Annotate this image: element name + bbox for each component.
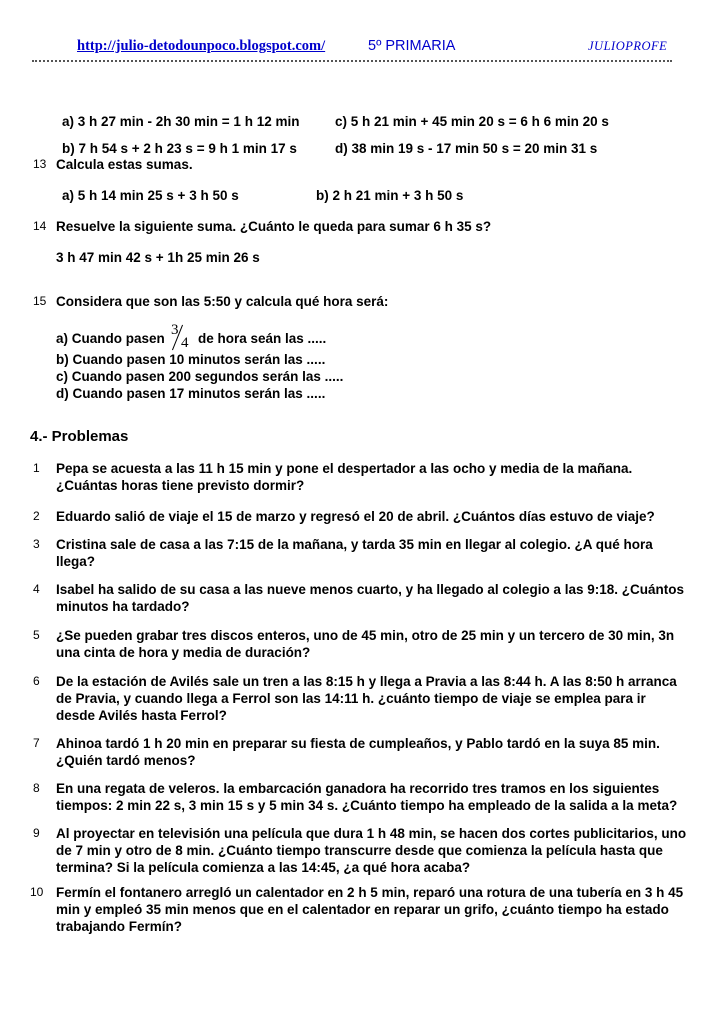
- exercise-a: a) 3 h 27 min - 2h 30 min = 1 h 12 min: [62, 114, 300, 129]
- problem-line: ¿Se pueden grabar tres discos enteros, uno de 45 min, otro de 25 min y un tercero de 30 min, 3n: [56, 628, 675, 643]
- question-14-number: 14: [33, 219, 47, 233]
- exercise-d: d) 38 min 19 s - 17 min 50 s = 20 min 31 s: [335, 141, 598, 156]
- question-13-b: b) 2 h 21 min + 3 h 50 s: [316, 188, 464, 203]
- exercise-b: b) 7 h 54 s + 2 h 23 s = 9 h 1 min 17 s: [62, 141, 297, 156]
- problem-line: ¿Quién tardó menos?: [56, 753, 196, 768]
- problem-line: ¿Cuántas horas tiene previsto dormir?: [56, 478, 305, 493]
- problem-line: tiempos: 2 min 22 s, 3 min 15 s y 5 min 34 s. ¿Cuánto tiempo ha empleado de la salida a la meta?: [56, 798, 678, 813]
- problem-number: 6: [33, 674, 40, 688]
- problem-line: minutos ha tardado?: [56, 599, 190, 614]
- problem-line: llega?: [56, 554, 96, 569]
- problem-line: de Pravia, y cuando llega a Ferrol son las 14:11 h. ¿cuánto tiempo de viaje se emplea para ir: [56, 691, 646, 706]
- exercise-c: c) 5 h 21 min + 45 min 20 s = 6 h 6 min 20 s: [335, 114, 609, 129]
- problem-number: 4: [33, 582, 40, 596]
- question-15-a-suffix: de hora seán las .....: [198, 331, 327, 346]
- question-15-c: c) Cuando pasen 200 segundos serán las .....: [56, 369, 344, 384]
- fraction-three-quarters: [170, 322, 192, 352]
- question-15-a-prefix: a) Cuando pasen: [56, 331, 165, 346]
- problem-line: Ahinoa tardó 1 h 20 min en preparar su fiesta de cumpleaños, y Pablo tardó en la suya 85 min.: [56, 736, 660, 751]
- problem-line: Pepa se acuesta a las 11 h 15 min y pone el despertador a las ocho y media de la mañana.: [56, 461, 633, 476]
- problem-line: Eduardo salió de viaje el 15 de marzo y regresó el 20 de abril. ¿Cuántos días estuvo de viaje?: [56, 509, 655, 524]
- problem-line: de 7 min y otro de 8 min. ¿Cuánto tiempo transcurre desde que comienza la película hasta que: [56, 843, 663, 858]
- question-14-sum: 3 h 47 min 42 s + 1h 25 min 26 s: [56, 250, 260, 265]
- problem-number: 9: [33, 826, 40, 840]
- fraction-numerator: 3: [171, 322, 179, 338]
- problem-line: De la estación de Avilés sale un tren a las 8:15 h y llega a Pravia a las 8:44 h. A las 8:50 h arranca: [56, 674, 677, 689]
- problem-number: 8: [33, 781, 40, 795]
- section-title: 4.- Problemas: [30, 428, 129, 445]
- problem-number: 1: [33, 461, 40, 475]
- question-15-number: 15: [33, 294, 47, 308]
- author-label: JULIOPROFE: [588, 39, 668, 53]
- problem-line: Isabel ha salido de su casa a las nueve menos cuarto, y ha llegado al colegio a las 9:18. ¿Cuántos: [56, 582, 684, 597]
- problem-line: Al proyectar en televisión una película que dura 1 h 48 min, se hacen dos cortes publicitarios, uno: [56, 826, 687, 841]
- problem-line: una cinta de hora y media de duración?: [56, 645, 311, 660]
- problem-line: Cristina sale de casa a las 7:15 de la mañana, y tarda 35 min en llegar al colegio. ¿A qué hora: [56, 537, 653, 552]
- question-15-d: d) Cuando pasen 17 minutos serán las .....: [56, 386, 326, 401]
- grade-label: 5º PRIMARIA: [368, 38, 456, 54]
- problem-number: 2: [33, 509, 40, 523]
- problem-line: Fermín el fontanero arregló un calentador en 2 h 5 min, reparó una rotura de una tubería en 3 h 45: [56, 885, 684, 900]
- blog-link[interactable]: http://julio-detodounpoco.blogspot.com/: [77, 38, 326, 54]
- problem-line: termina? Si la película comienza a las 14:45, ¿a qué hora acaba?: [56, 860, 471, 875]
- question-13-a: a) 5 h 14 min 25 s + 3 h 50 s: [62, 188, 239, 203]
- problem-line: En una regata de veleros. la embarcación ganadora ha recorrido tres tramos en los siguientes: [56, 781, 660, 796]
- question-13-text: Calcula estas sumas.: [56, 157, 193, 172]
- question-15-b: b) Cuando pasen 10 minutos serán las .....: [56, 352, 326, 367]
- problem-line: min y empleó 35 min menos que en el calentador en reparar un grifo, ¿cuánto tiempo ha estado: [56, 902, 669, 917]
- problem-number: 7: [33, 736, 40, 750]
- question-15-text: Considera que son las 5:50 y calcula qué hora será:: [56, 294, 389, 309]
- fraction-denominator: 4: [181, 335, 189, 351]
- problem-number: 10: [30, 885, 44, 899]
- problem-line: trabajando Fermín?: [56, 919, 183, 934]
- problem-number: 5: [33, 628, 40, 642]
- problem-line: desde Avilés hasta Ferrol?: [56, 708, 227, 723]
- header-divider: [32, 60, 672, 68]
- question-14-text: Resuelve la siguiente suma. ¿Cuánto le queda para sumar 6 h 35 s?: [56, 219, 492, 234]
- problem-number: 3: [33, 537, 40, 551]
- question-13-number: 13: [33, 157, 47, 171]
